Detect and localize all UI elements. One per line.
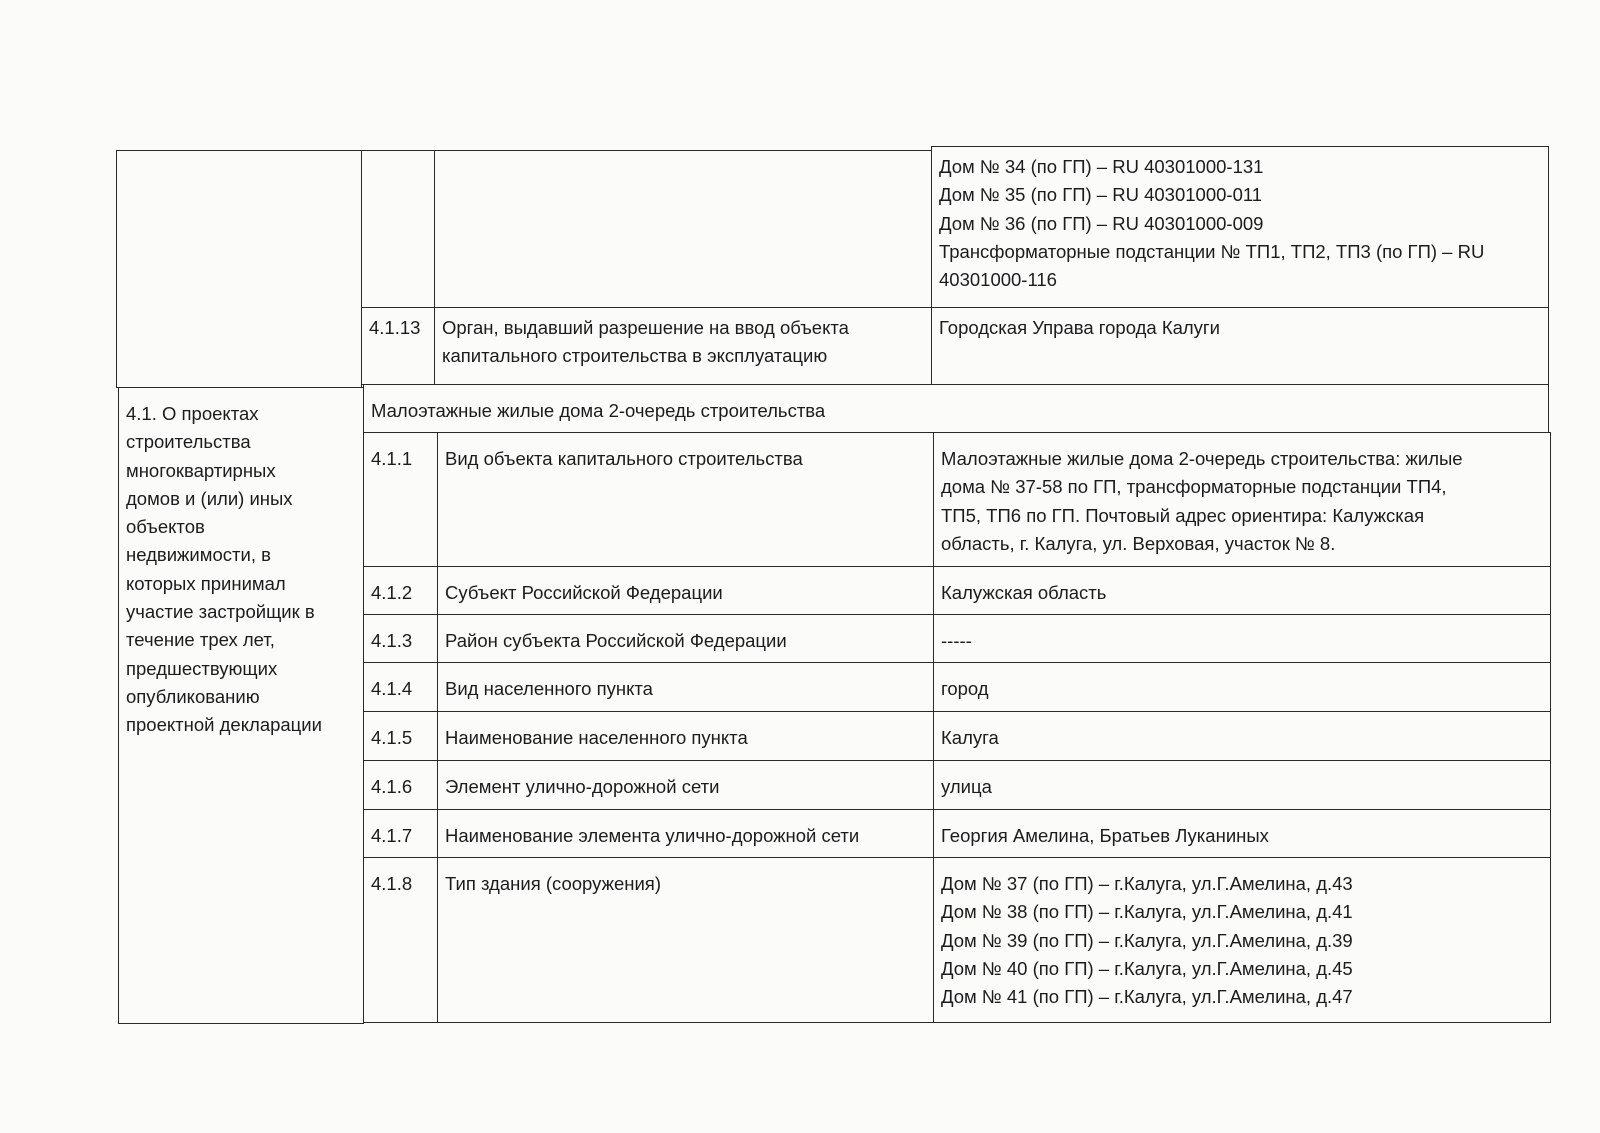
- cell-text-line: 4.1.8: [371, 873, 413, 894]
- row-value: [933, 760, 1551, 810]
- section-cell-prev: [116, 150, 362, 388]
- cell-text-line: недвижимости, в: [126, 544, 271, 566]
- cell-text-line: Тип здания (сооружения): [445, 873, 661, 894]
- section-heading: [118, 387, 364, 1024]
- cell-text-line: ТП5, ТП6 по ГП. Почтовый адрес ориентира: Калужская: [941, 504, 1425, 526]
- cell-text-line: Калуга: [941, 727, 999, 748]
- group-title: [363, 384, 1549, 433]
- cell-text-line: Вид населенного пункта: [445, 678, 653, 699]
- row-label: [437, 566, 934, 615]
- cell-text-line: опубликованию: [126, 685, 260, 707]
- cell-text-line: домов и (или) иных: [126, 487, 293, 509]
- row-num: [363, 857, 438, 1023]
- row-label: [437, 432, 934, 567]
- cell-text-line: Малоэтажные жилые дома 2-очередь строительства: жилые: [941, 448, 1463, 469]
- row-label: [437, 711, 934, 761]
- cell-text-line: Дом № 37 (по ГП) – г.Калуга, ул.Г.Амелина, д.43: [941, 873, 1353, 894]
- cell-text-line: Район субъекта Российской Федерации: [445, 630, 787, 651]
- cell-text-line: 4.1.6: [371, 776, 413, 797]
- row-num: [363, 760, 438, 810]
- row-num: [363, 711, 438, 761]
- row-value: [933, 711, 1551, 761]
- cell-text-line: Дом № 38 (по ГП) – г.Калуга, ул.Г.Амелина, д.41: [941, 901, 1353, 923]
- row-value: [933, 857, 1551, 1023]
- prev-row-label: [434, 150, 932, 308]
- cell-text-line: Элемент улично-дорожной сети: [445, 776, 720, 797]
- cell-text-line: Дом № 34 (по ГП) – RU 40301000-131: [939, 156, 1264, 177]
- cell-text-line: город: [941, 678, 989, 699]
- row-num: [363, 432, 438, 567]
- cell-text-line: Калужская область: [941, 582, 1107, 603]
- cell-text-line: 4.1.13: [369, 317, 421, 338]
- cell-text-line: улица: [941, 776, 992, 797]
- row-num: [361, 307, 435, 385]
- prev-row-value: [931, 146, 1549, 308]
- cell-text-line: предшествующих: [126, 657, 278, 679]
- cell-text-line: 4.1.2: [371, 582, 413, 603]
- cell-text-line: Наименование элемента улично-дорожной сети: [445, 825, 860, 846]
- cell-text-line: 4.1.1: [371, 448, 413, 469]
- cell-text-line: Городская Управа города Калуги: [939, 317, 1221, 338]
- cell-text-line: Орган, выдавший разрешение на ввод объекта: [442, 317, 849, 338]
- cell-text-line: 40301000-116: [939, 269, 1057, 291]
- row-value: [933, 809, 1551, 858]
- cell-text-line: участие застройщик в: [126, 601, 315, 623]
- cell-text-line: Дом № 41 (по ГП) – г.Калуга, ул.Г.Амелина, д.47: [941, 986, 1353, 1008]
- cell-text-line: 4.1.3: [371, 630, 413, 651]
- cell-text-line: дома № 37-58 по ГП, трансформаторные подстанции ТП4,: [941, 476, 1447, 498]
- prev-row-num: [361, 150, 435, 308]
- row-value: [933, 662, 1551, 712]
- cell-text-line: 4.1.5: [371, 727, 413, 748]
- row-label: [434, 307, 932, 385]
- cell-text-line: Трансформаторные подстанции № ТП1, ТП2, ТП3 (по ГП) – RU: [939, 240, 1485, 262]
- row-label: [437, 760, 934, 810]
- row-label: [437, 614, 934, 663]
- row-num: [363, 614, 438, 663]
- cell-text-line: которых принимал: [126, 572, 286, 594]
- cell-text-line: проектной декларации: [126, 714, 322, 736]
- row-num: [363, 566, 438, 615]
- row-value: [933, 566, 1551, 615]
- cell-text-line: Вид объекта капитального строительства: [445, 448, 803, 469]
- cell-text-line: Дом № 36 (по ГП) – RU 40301000-009: [939, 212, 1264, 234]
- row-value: [931, 307, 1549, 385]
- cell-text-line: область, г. Калуга, ул. Верховая, участок № 8.: [941, 532, 1336, 554]
- row-num: [363, 809, 438, 858]
- cell-text-line: Субъект Российской Федерации: [445, 582, 723, 603]
- cell-text-line: Дом № 40 (по ГП) – г.Калуга, ул.Г.Амелина, д.45: [941, 957, 1353, 979]
- cell-text-line: многоквартирных: [126, 459, 276, 481]
- cell-text-line: Дом № 39 (по ГП) – г.Калуга, ул.Г.Амелина, д.39: [941, 929, 1353, 951]
- row-label: [437, 809, 934, 858]
- row-label: [437, 662, 934, 712]
- cell-text-line: 4.1.4: [371, 678, 413, 699]
- cell-text-line: строительства: [126, 431, 251, 453]
- cell-text-line: Георгия Амелина, Братьев Луканиных: [941, 825, 1269, 846]
- cell-text-line: Дом № 35 (по ГП) – RU 40301000-011: [939, 184, 1263, 206]
- cell-text-line: капитального строительства в эксплуатацию: [442, 345, 828, 367]
- cell-text-line: Малоэтажные жилые дома 2-очередь строительства: [371, 400, 826, 421]
- cell-text-line: течение трех лет,: [126, 629, 275, 651]
- row-value: [933, 614, 1551, 663]
- row-num: [363, 662, 438, 712]
- cell-text-line: Наименование населенного пункта: [445, 727, 748, 748]
- cell-text-line: 4.1.7: [371, 825, 413, 846]
- row-value: [933, 432, 1551, 567]
- cell-text-line: объектов: [126, 516, 205, 538]
- cell-text-line: 4.1. О проектах: [126, 403, 259, 424]
- cell-text-line: -----: [941, 630, 972, 651]
- row-label: [437, 857, 934, 1023]
